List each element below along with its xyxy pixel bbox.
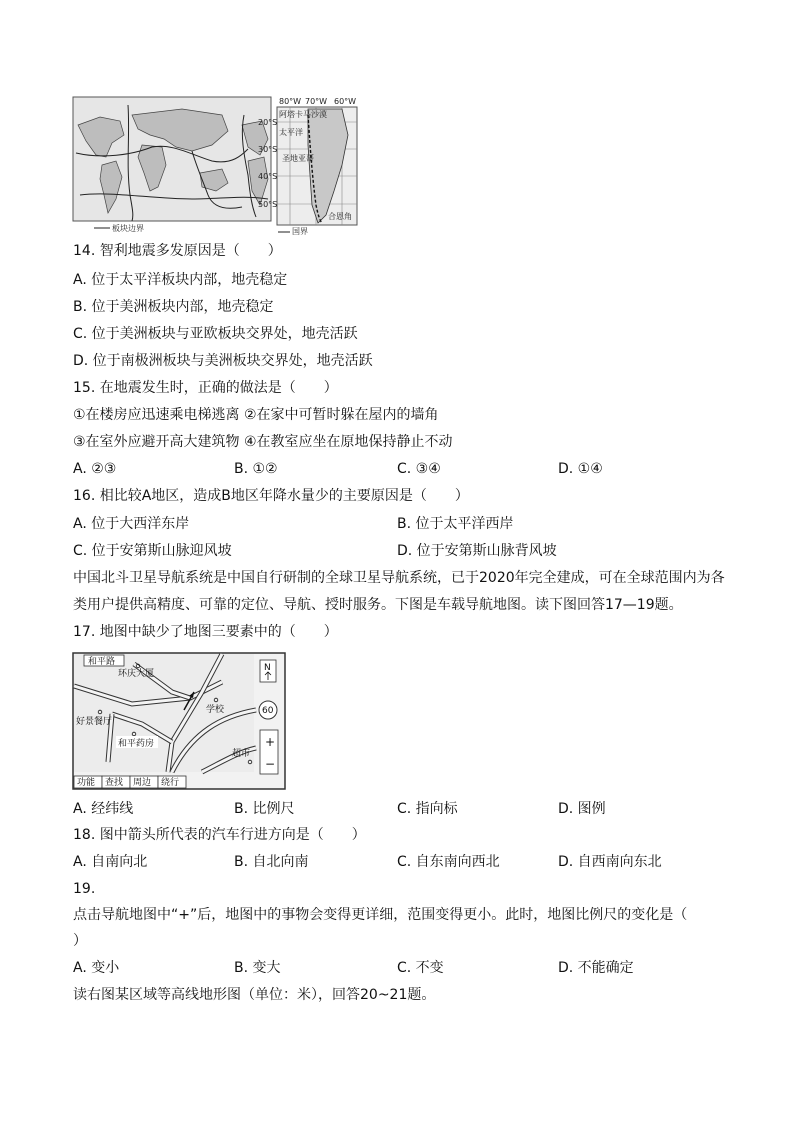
plate-map-svg [72,95,362,235]
inset-label-cape-horn: 合恩角 [328,212,352,221]
q14-option-b[interactable]: B. 位于美洲板块内部，地壳稳定 [73,299,274,315]
intro-line-1: 中国北斗卫星导航系统是中国自行研制的全球卫星导航系统，已于2020年完全建成，可在全球范围内为各 [73,570,725,586]
q15-option-a[interactable]: A. ②③ [73,461,117,477]
inset-label-atacama: 阿塔卡马沙漠 [279,110,327,119]
q16-option-b[interactable]: B. 位于太平洋西岸 [397,516,514,532]
q14-stem: 14. 智利地震多发原因是（ ） [73,243,282,259]
legend-plate-boundary: 板块边界 [112,224,144,233]
inset-label-pacific: 太平洋 [279,128,303,137]
lon-label-60w: 60°W [334,97,357,106]
q18-option-c[interactable]: C. 自东南向西北 [397,854,500,870]
q18-option-a[interactable]: A. 自南向北 [73,854,148,870]
nav-button-search[interactable]: 查找 [105,778,124,788]
q19-stem-line-2: ） [73,933,87,949]
place-huanqing-building: 环庆大厦 [118,669,155,679]
lon-label-70w: 70°W [305,97,328,106]
q17-option-b[interactable]: B. 比例尺 [234,801,295,817]
q19-option-c[interactable]: C. 不变 [397,960,444,976]
zoom-out-button[interactable]: − [265,757,276,771]
place-haojing-restaurant: 好景餐厅 [76,717,113,727]
q19-number: 19. [73,881,96,897]
q15-statement-2: ③在室外应避开高大建筑物 ④在教室应坐在原地保持静止不动 [73,434,453,450]
q14-option-c[interactable]: C. 位于美洲板块与亚欧板块交界处，地壳活跃 [73,326,358,342]
inset-label-santiago: 圣地亚哥 [282,154,314,163]
q16-option-d[interactable]: D. 位于安第斯山脉背风坡 [397,543,557,559]
nav-button-function[interactable]: 功能 [77,778,96,788]
north-label: N [264,663,271,673]
q19-stem-line-1: 点击导航地图中“+”后，地图中的事物会变得更详细，范围变得更小。此时，地图比例尺的变化是（ [73,907,688,923]
place-supermarket: 超市 [232,749,251,759]
q16-option-c[interactable]: C. 位于安第斯山脉迎风坡 [73,543,232,559]
q14-option-a[interactable]: A. 位于太平洋板块内部，地壳稳定 [73,272,288,288]
q16-stem: 16. 相比较A地区，造成B地区年降水量少的主要原因是（ ） [73,488,469,504]
speed-limit-value: 60 [262,706,274,716]
q17-option-a[interactable]: A. 经纬线 [73,801,134,817]
nav-button-nearby[interactable]: 周边 [133,778,152,788]
q15-stem: 15. 在地震发生时，正确的做法是（ ） [73,380,338,396]
q19-option-b[interactable]: B. 变大 [234,960,281,976]
q16-option-a[interactable]: A. 位于大西洋东岸 [73,516,190,532]
plate-map-figure [72,95,362,235]
q17-option-d[interactable]: D. 图例 [558,801,606,817]
q14-option-d[interactable]: D. 位于南极洲板块与美洲板块交界处，地壳活跃 [73,353,373,369]
legend-national-border: 国界 [292,227,308,235]
q19-option-a[interactable]: A. 变小 [73,960,120,976]
q15-option-c[interactable]: C. ③④ [397,461,441,477]
q15-option-b[interactable]: B. ①② [234,461,278,477]
road-label-heping: 和平路 [88,657,116,667]
intro-line-2: 类用户提供高精度、可靠的定位、导航、授时服务。下图是车载导航地图。读下图回答17—19题。 [73,597,683,613]
lat-label-50s: 50°S [258,200,278,209]
q19-option-d[interactable]: D. 不能确定 [558,960,634,976]
lat-label-30s: 30°S [258,145,278,154]
q17-stem: 17. 地图中缺少了地图三要素中的（ ） [73,624,338,640]
closing-instruction: 读右图某区域等高线地形图（单位：米），回答20~21题。 [73,987,436,1003]
nav-map-figure [72,652,286,790]
q15-option-d[interactable]: D. ①④ [558,461,603,477]
lon-label-80w: 80°W [279,97,302,106]
q18-option-b[interactable]: B. 自北向南 [234,854,309,870]
q17-option-c[interactable]: C. 指向标 [397,801,458,817]
zoom-in-button[interactable]: + [265,735,276,749]
lat-label-40s: 40°S [258,172,278,181]
place-school: 学校 [206,705,225,715]
q15-statement-1: ①在楼房应迅速乘电梯逃离 ②在家中可暂时躲在屋内的墙角 [73,407,439,423]
nav-map-svg [72,652,286,790]
lat-label-20s: 20°S [258,118,278,127]
nav-button-detour[interactable]: 绕行 [161,778,180,788]
q18-stem: 18. 图中箭头所代表的汽车行进方向是（ ） [73,827,366,843]
place-heping-pharmacy: 和平药房 [118,739,155,749]
q18-option-d[interactable]: D. 自西南向东北 [558,854,662,870]
